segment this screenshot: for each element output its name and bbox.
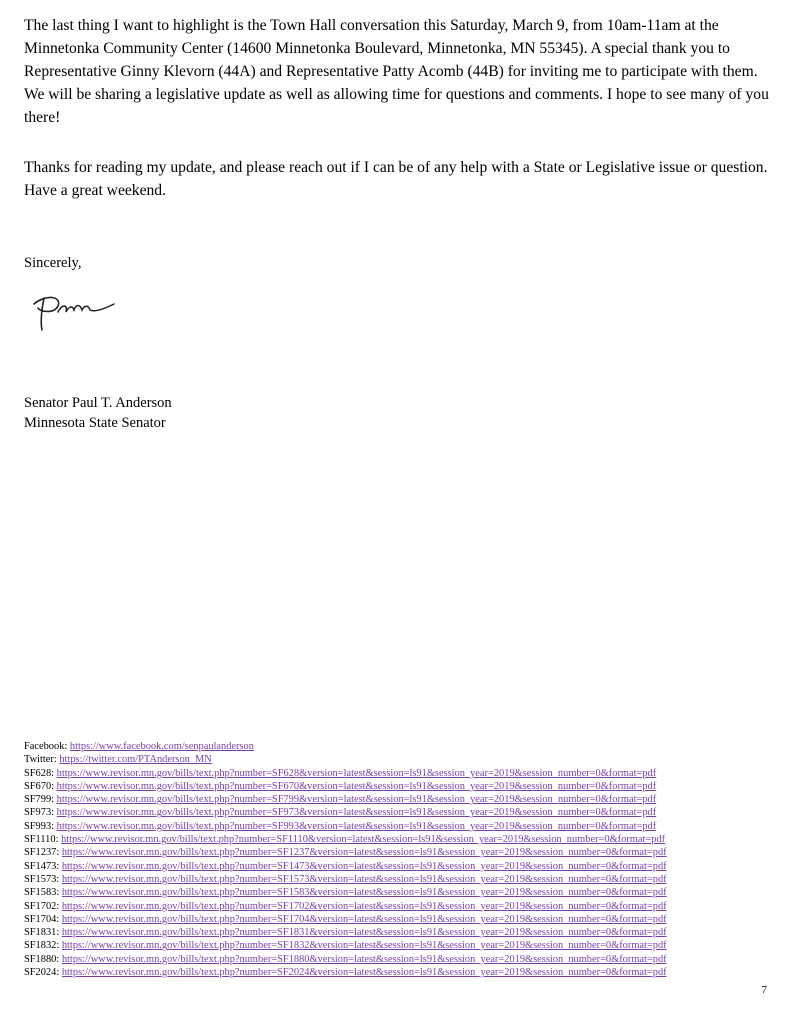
footnote-row xyxy=(24,820,774,833)
footnote-row xyxy=(24,833,774,846)
footnote-label: SF1704: xyxy=(24,913,60,925)
footnote-row xyxy=(24,780,774,793)
footnote-link[interactable]: https://www.revisor.mn.gov/bills/text.php?number=SF1831&version=latest&session=ls91&session_year=2019&session_number=0&format=pdf xyxy=(61,927,667,939)
footnote-row xyxy=(24,846,774,859)
footnote-label: SF973: xyxy=(24,807,55,819)
footnote-row xyxy=(24,753,774,766)
footnote-link[interactable]: https://www.revisor.mn.gov/bills/text.php?number=SF1832&version=latest&session=ls91&session_year=2019&session_number=0&format=pdf xyxy=(61,940,667,952)
footnote-label: SF1702: xyxy=(24,900,60,912)
signer-name: Senator Paul T. Anderson xyxy=(24,395,172,411)
footnote-label: SF628: xyxy=(24,767,55,779)
footnote-row xyxy=(24,900,774,913)
footnote-label: SF993: xyxy=(24,820,55,832)
footnote-link[interactable]: https://www.revisor.mn.gov/bills/text.php?number=SF1573&version=latest&session=ls91&session_year=2019&session_number=0&format=pdf xyxy=(61,873,667,885)
footnote-row xyxy=(24,860,774,873)
footnote-link[interactable]: https://www.revisor.mn.gov/bills/text.php?number=SF670&version=latest&session=ls91&session_year=2019&session_number=0&format=pdf xyxy=(56,780,657,792)
footnote-label: Twitter: xyxy=(24,754,57,766)
footnote-row xyxy=(24,966,774,979)
footnote-link[interactable]: https://www.revisor.mn.gov/bills/text.php?number=SF2024&version=latest&session=ls91&session_year=2019&session_number=0&format=pdf xyxy=(61,967,667,979)
body-paragraph-thanks: Thanks for reading my update, and please reach out if I can be of any help with a State or Legislative issue or question. Have a great weekend. xyxy=(24,159,768,199)
footnote-row xyxy=(24,926,774,939)
footnote-link[interactable]: https://www.revisor.mn.gov/bills/text.php?number=SF1583&version=latest&session=ls91&session_year=2019&session_number=0&format=pdf xyxy=(61,887,667,899)
footnote-label: SF1573: xyxy=(24,873,60,885)
footnote-label: SF1473: xyxy=(24,860,60,872)
footnote-row xyxy=(24,886,774,899)
footnote-link[interactable]: https://www.revisor.mn.gov/bills/text.php?number=SF973&version=latest&session=ls91&session_year=2019&session_number=0&format=pdf xyxy=(56,807,657,819)
handwritten-signature xyxy=(28,290,118,334)
footnote-label: SF1237: xyxy=(24,847,60,859)
footnote-link[interactable]: https://www.revisor.mn.gov/bills/text.php?number=SF1110&version=latest&session=ls91&session_year=2019&session_number=0&format=pdf xyxy=(61,834,666,846)
footnotes-list xyxy=(24,740,774,979)
footnote-link[interactable]: https://www.revisor.mn.gov/bills/text.php?number=SF628&version=latest&session=ls91&session_year=2019&session_number=0&format=pdf xyxy=(56,767,657,779)
footnote-label: SF2024: xyxy=(24,967,60,979)
footnote-label: SF1831: xyxy=(24,927,60,939)
footnote-link[interactable]: https://www.revisor.mn.gov/bills/text.php?number=SF1880&version=latest&session=ls91&session_year=2019&session_number=0&format=pdf xyxy=(61,953,667,965)
page-number: 7 xyxy=(761,984,767,996)
footnote-label: SF670: xyxy=(24,780,55,792)
footnote-label: SF1832: xyxy=(24,940,60,952)
footnote-row xyxy=(24,793,774,806)
footnote-link[interactable]: https://twitter.com/PTAnderson_MN xyxy=(59,754,212,766)
footnote-link[interactable]: https://www.revisor.mn.gov/bills/text.php?number=SF993&version=latest&session=ls91&session_year=2019&session_number=0&format=pdf xyxy=(56,820,657,832)
footnote-label: SF1110: xyxy=(24,834,59,846)
footnote-row xyxy=(24,913,774,926)
footnote-row xyxy=(24,767,774,780)
footnote-row xyxy=(24,939,774,952)
footnote-row xyxy=(24,740,774,753)
closing-salutation: Sincerely, xyxy=(24,255,82,271)
footnote-row xyxy=(24,806,774,819)
footnote-link[interactable]: https://www.revisor.mn.gov/bills/text.php?number=SF1237&version=latest&session=ls91&session_year=2019&session_number=0&format=pdf xyxy=(61,847,667,859)
footnote-link[interactable]: https://www.revisor.mn.gov/bills/text.php?number=SF1473&version=latest&session=ls91&session_year=2019&session_number=0&format=pdf xyxy=(61,860,667,872)
footnote-label: SF799: xyxy=(24,794,55,806)
footnote-label: SF1583: xyxy=(24,887,60,899)
body-paragraph-town-hall: The last thing I want to highlight is the Town Hall conversation this Saturday, March 9, from 10am-11am at the Minnetonka Community Center (14600 Minnetonka Boulevard, Minnetonka, MN 55345). A special thank you to Representative Ginny Klevorn (44A) and Representative Patty Acomb (44B) for inviting me to participate with them. We will be sharing a legislative update as well as allowing time for questions and comments. I hope to see many of you there! xyxy=(24,17,769,126)
footnote-link[interactable]: https://www.revisor.mn.gov/bills/text.php?number=SF1704&version=latest&session=ls91&session_year=2019&session_number=0&format=pdf xyxy=(61,913,667,925)
footnote-label: Facebook: xyxy=(24,741,68,752)
signature-block xyxy=(24,393,172,433)
footnote-row xyxy=(24,953,774,966)
footnote-label: SF1880: xyxy=(24,953,60,965)
footnote-row xyxy=(24,873,774,886)
signer-title: Minnesota State Senator xyxy=(24,415,166,431)
footnote-link[interactable]: https://www.facebook.com/senpaulanderson xyxy=(69,741,254,752)
footnote-link[interactable]: https://www.revisor.mn.gov/bills/text.php?number=SF1702&version=latest&session=ls91&session_year=2019&session_number=0&format=pdf xyxy=(61,900,667,912)
footnote-link[interactable]: https://www.revisor.mn.gov/bills/text.php?number=SF799&version=latest&session=ls91&session_year=2019&session_number=0&format=pdf xyxy=(56,794,657,806)
